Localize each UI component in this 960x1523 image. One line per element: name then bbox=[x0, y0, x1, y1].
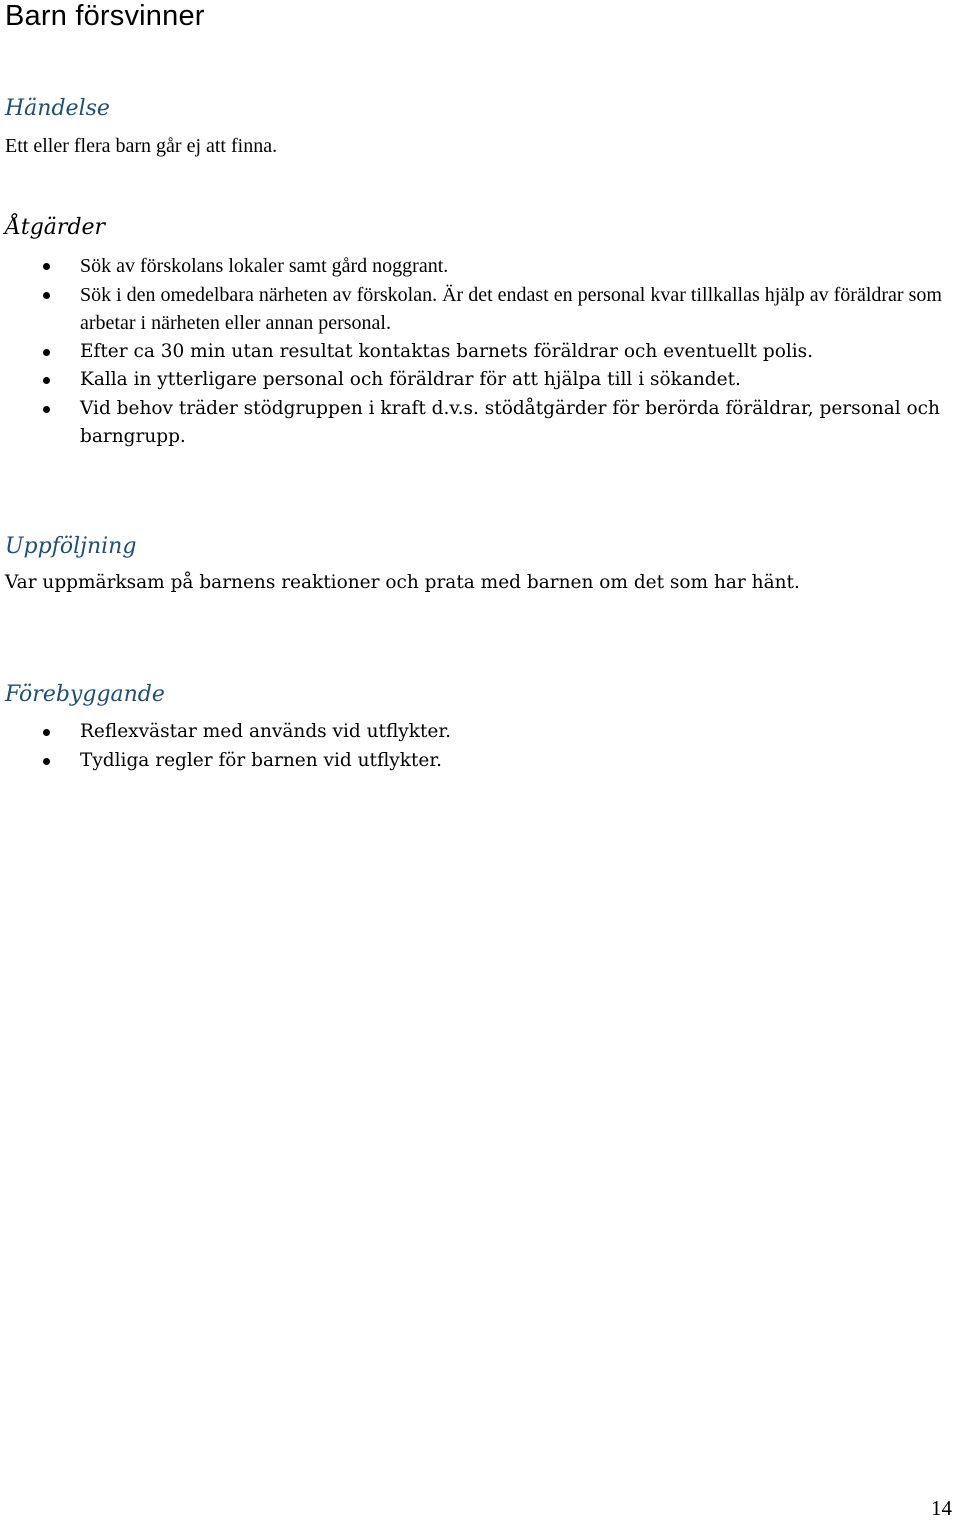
list-item-text: Reflexvästar med används vid utflykter. bbox=[80, 721, 452, 742]
section-heading-atgarder: Åtgärder bbox=[5, 215, 106, 240]
bullet-icon bbox=[43, 377, 50, 384]
bullet-icon bbox=[43, 292, 50, 299]
section-heading-handelse: Händelse bbox=[5, 96, 110, 121]
bullet-icon bbox=[43, 406, 50, 413]
bullet-icon bbox=[43, 758, 50, 765]
list-item bbox=[0, 366, 950, 395]
section-heading-forebyggande: Förebyggande bbox=[5, 682, 165, 707]
uppfoljning-text: Var uppmärksam på barnens reaktioner och prata med barnen om det som har hänt. bbox=[5, 572, 800, 593]
list-item-text: Sök i den omedelbara närheten av förskolan. Är det endast en personal kvar tillkallas hjälp av föräldrar som arbetar i närheten eller annan personal. bbox=[80, 283, 942, 334]
atgarder-list bbox=[0, 252, 950, 452]
list-item-text: Kalla in ytterligare personal och föräldrar för att hjälpa till i sökandet. bbox=[80, 369, 741, 390]
list-item bbox=[0, 338, 950, 367]
bullet-icon bbox=[43, 729, 50, 736]
list-item bbox=[0, 718, 950, 747]
page-number: 14 bbox=[931, 1496, 952, 1520]
page-title: Barn försvinner bbox=[5, 0, 205, 32]
forebyggande-list bbox=[0, 718, 950, 775]
section-heading-uppfoljning: Uppföljning bbox=[5, 534, 137, 559]
list-item bbox=[0, 281, 950, 338]
bullet-icon bbox=[43, 349, 50, 356]
list-item-text: Efter ca 30 min utan resultat kontaktas barnets föräldrar och eventuellt polis. bbox=[80, 340, 814, 362]
list-item bbox=[0, 252, 950, 281]
list-item-text: Vid behov träder stödgruppen i kraft d.v.s. stödåtgärder för berörda föräldrar, personal och barngrupp. bbox=[80, 397, 940, 447]
list-item-text: Sök av förskolans lokaler samt gård noggrant. bbox=[80, 255, 449, 277]
list-item bbox=[0, 747, 950, 776]
bullet-icon bbox=[43, 263, 50, 270]
handelse-text: Ett eller flera barn går ej att finna. bbox=[5, 135, 278, 157]
list-item bbox=[0, 395, 950, 452]
list-item-text: Tydliga regler för barnen vid utflykter. bbox=[80, 749, 443, 771]
